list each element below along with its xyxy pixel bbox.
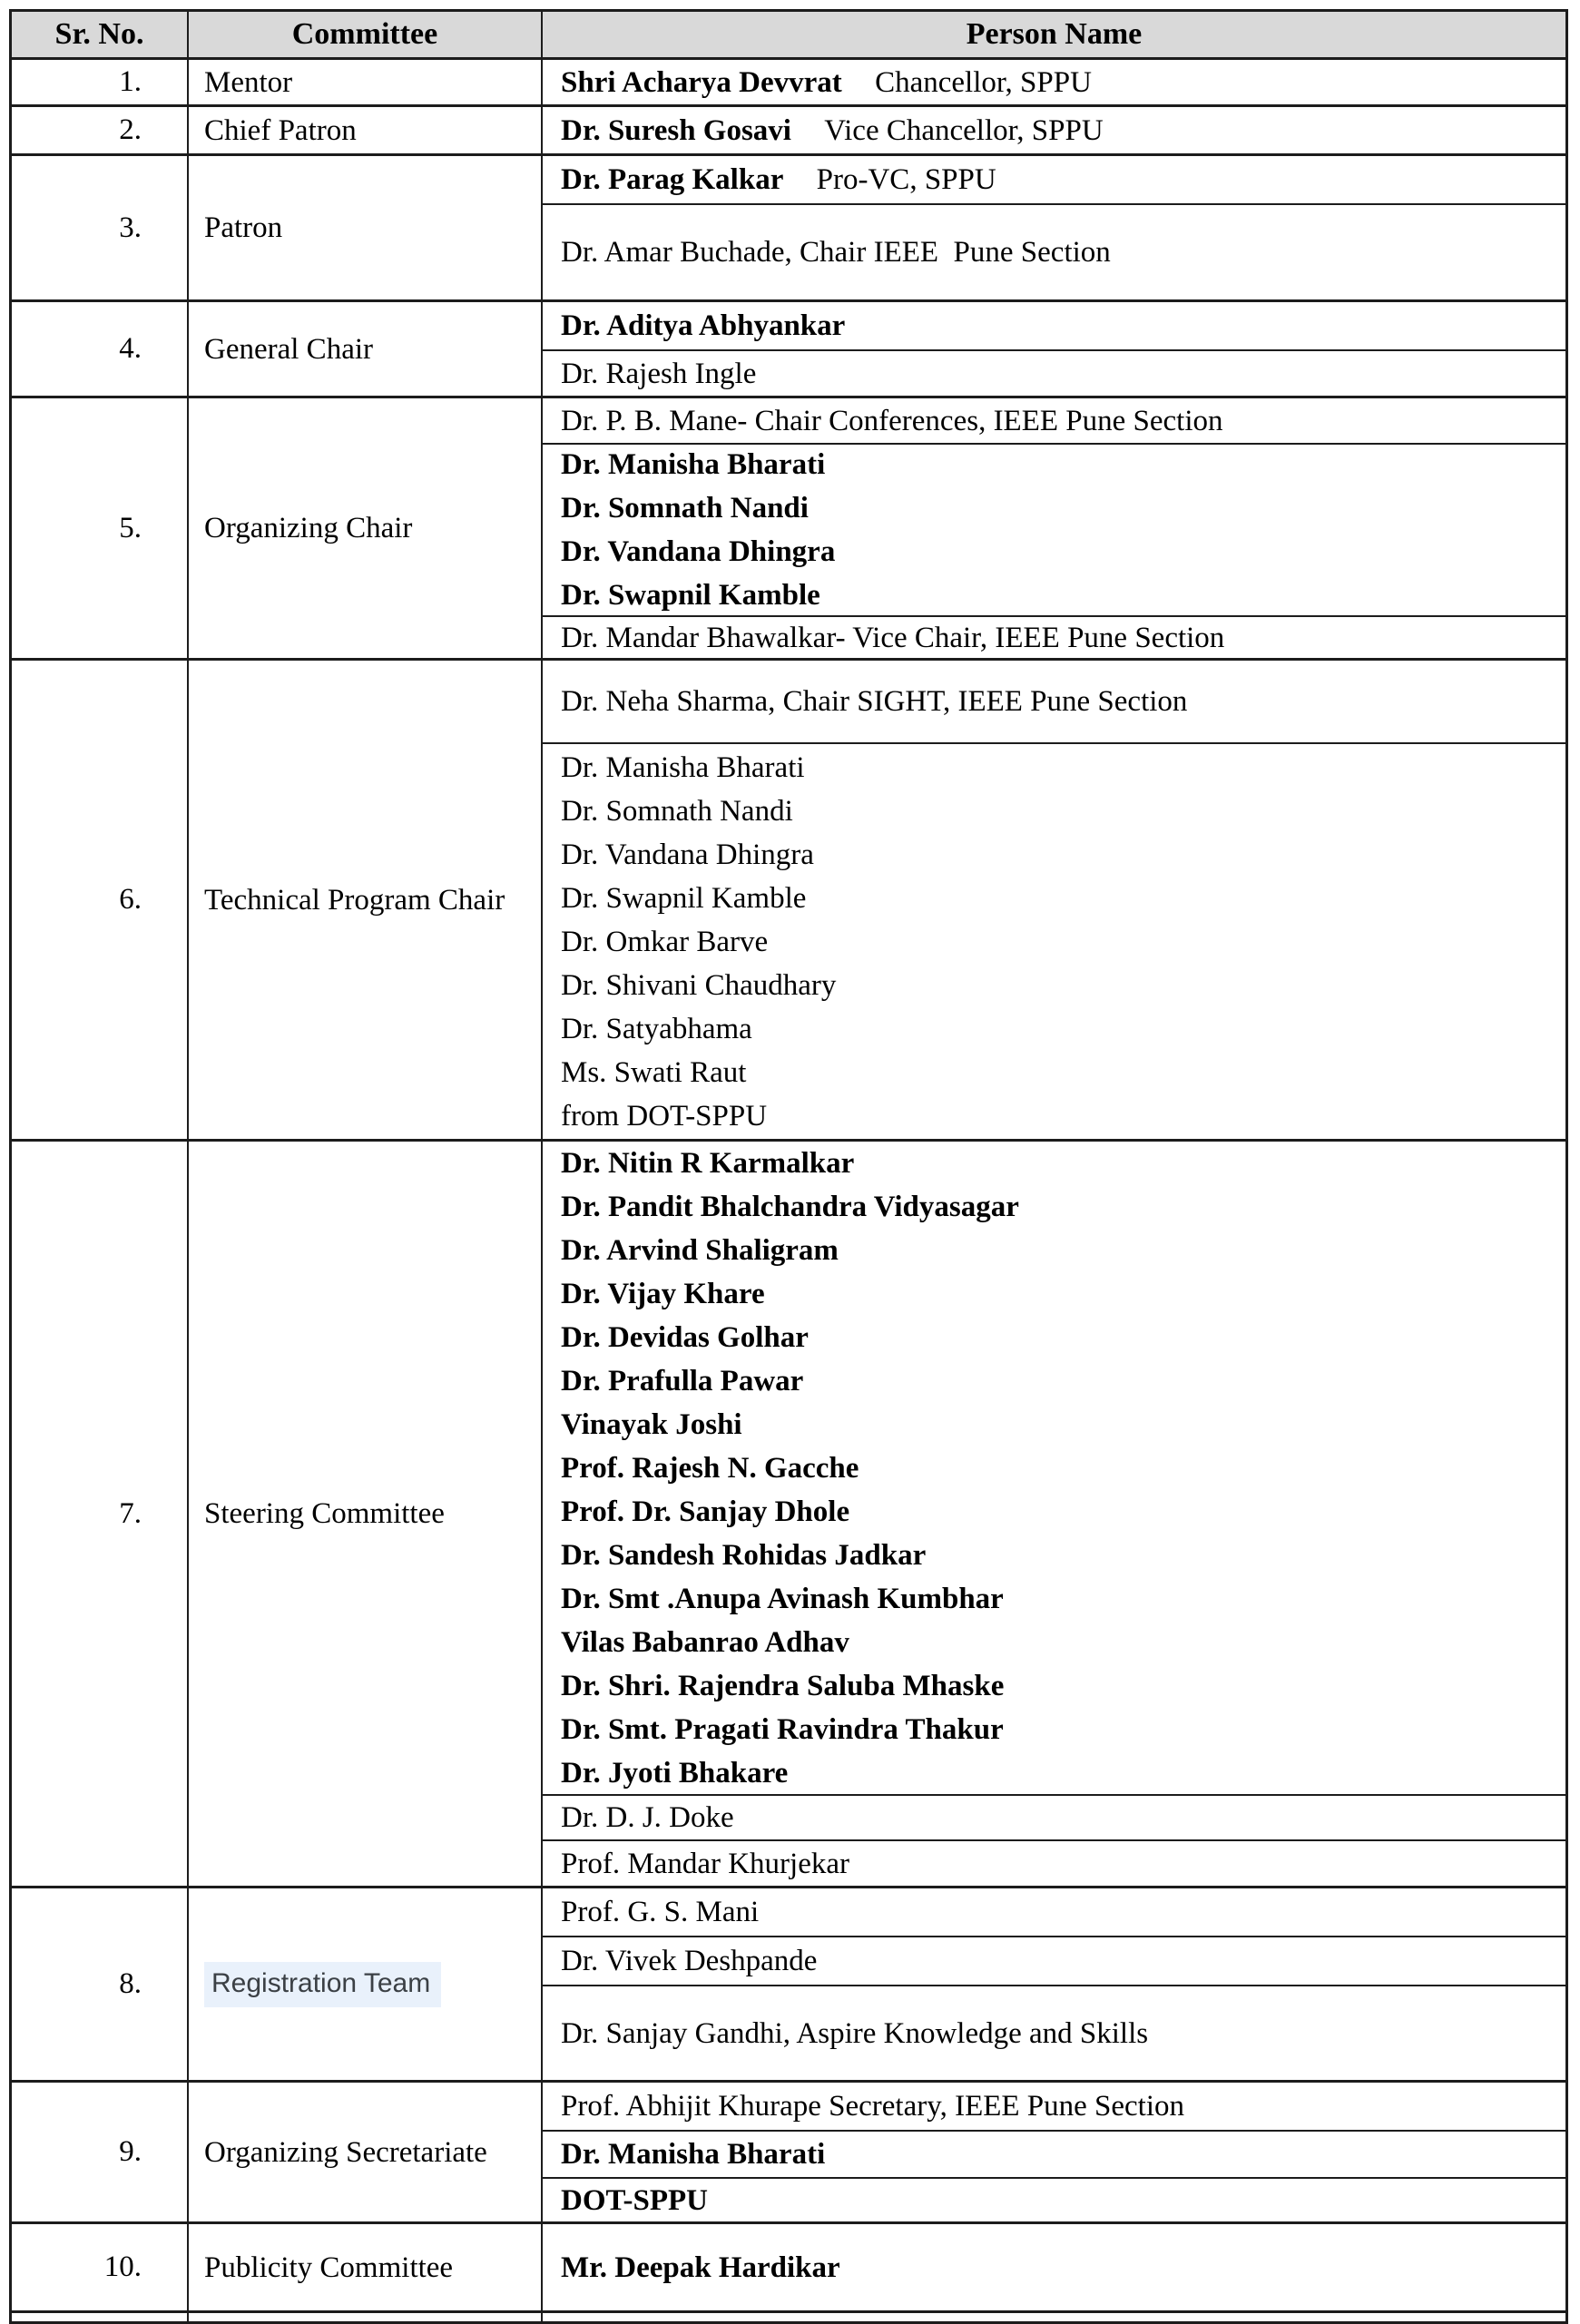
- person-text: Prof. Mandar Khurjekar: [561, 1847, 849, 1880]
- person-subcell: [543, 443, 1565, 615]
- person-text: Pro-VC, SPPU: [816, 163, 996, 196]
- sr-number: 2.: [12, 107, 189, 153]
- person-subcell: [543, 60, 1565, 104]
- committee-table: [9, 9, 1568, 2324]
- table-row: [12, 398, 1565, 661]
- person-cell-group: [543, 107, 1565, 153]
- person-line: [561, 486, 1551, 530]
- table-row: [12, 302, 1565, 398]
- committee-cell: [189, 107, 543, 153]
- person-line: [561, 1446, 1551, 1490]
- sr-number: 4.: [12, 302, 189, 396]
- person-subcell: [543, 1794, 1565, 1839]
- person-name: Vinayak Joshi: [561, 1407, 742, 1441]
- person-line: [561, 61, 1551, 104]
- committee-label: Registration Team: [204, 1962, 441, 2007]
- table-row: [12, 661, 1565, 1142]
- person-line: [561, 1359, 1551, 1403]
- person-text: Dr. Omkar Barve: [561, 925, 769, 958]
- person-name: Dr. Nitin R Karmalkar: [561, 1146, 855, 1180]
- person-line: [561, 1185, 1551, 1229]
- person-name: Dr. Swapnil Kamble: [561, 579, 820, 612]
- person-subcell: [543, 615, 1565, 658]
- person-line: [561, 230, 1551, 274]
- person-text: Dr. P. B. Mane- Chair Conferences, IEEE Pune Section: [561, 404, 1223, 437]
- table-row: [12, 2224, 1565, 2313]
- partial-bottom-row: [12, 2313, 1565, 2321]
- sr-number: 10.: [12, 2224, 189, 2310]
- person-name: Dr. Vandana Dhingra: [561, 535, 836, 568]
- person-line: [561, 399, 1551, 443]
- person-cell-group: [543, 2224, 1565, 2310]
- person-subcell: [543, 1985, 1565, 2080]
- committee-cell: [189, 156, 543, 299]
- person-name: Dr. Aditya Abhyankar: [561, 309, 846, 342]
- person-line: [561, 1939, 1551, 1983]
- person-text: Dr. Sanjay Gandhi, Aspire Knowledge and Skills: [561, 2016, 1149, 2050]
- person-name: Dr. Parag Kalkar: [561, 163, 784, 196]
- committee-label: Mentor: [204, 65, 293, 99]
- person-line: [561, 1272, 1551, 1316]
- person-line: [561, 1664, 1551, 1708]
- person-subcell: [543, 742, 1565, 1139]
- person-line: [561, 1890, 1551, 1934]
- person-line: [561, 964, 1551, 1007]
- person-name: Dr. Arvind Shaligram: [561, 1233, 839, 1267]
- person-text: Prof. Abhijit Khurape Secretary, IEEE Pune Section: [561, 2090, 1185, 2123]
- person-line: [561, 877, 1551, 920]
- sr-number: 3.: [12, 156, 189, 299]
- person-line: [561, 304, 1551, 348]
- committee-label: Publicity Committee: [204, 2250, 454, 2284]
- person-name: Dr. Smt. Pragati Ravindra Thakur: [561, 1712, 1004, 1746]
- person-text: Dr. Vivek Deshpande: [561, 1945, 818, 1977]
- person-line: [561, 1621, 1551, 1664]
- person-line: [561, 680, 1551, 723]
- person-line: [561, 109, 1551, 152]
- person-line: [561, 2246, 1551, 2290]
- person-text: Dr. Satyabhama: [561, 1012, 752, 1045]
- person-cell-group: [543, 1142, 1565, 1886]
- table-row: [12, 107, 1565, 156]
- person-name: Dr. Manisha Bharati: [561, 2138, 826, 2171]
- person-text: Ms. Swati Raut: [561, 1055, 747, 1089]
- person-name: Shri Acharya Devvrat: [561, 65, 842, 99]
- person-line: [561, 443, 1551, 486]
- table-header-row: [12, 12, 1565, 60]
- person-line: [561, 2084, 1551, 2128]
- person-name: Prof. Rajesh N. Gacche: [561, 1451, 859, 1485]
- committee-cell: [189, 2224, 543, 2310]
- person-line: [561, 530, 1551, 574]
- committee-label: Organizing Secretariate: [204, 2135, 487, 2169]
- person-line: [561, 1708, 1551, 1751]
- person-line: [561, 833, 1551, 877]
- committee-label: Steering Committee: [204, 1497, 445, 1530]
- person-line: [561, 789, 1551, 833]
- person-name: Dr. Devidas Golhar: [561, 1320, 809, 1354]
- person-text: Dr. Rajesh Ingle: [561, 357, 757, 390]
- person-subcell: [543, 661, 1565, 742]
- person-name: Dr. Suresh Gosavi: [561, 113, 791, 147]
- person-subcell: [543, 302, 1565, 349]
- person-subcell: [543, 398, 1565, 443]
- person-line: [561, 1490, 1551, 1534]
- table-row: [12, 60, 1565, 107]
- person-subcell: [543, 156, 1565, 203]
- table-row: [12, 156, 1565, 302]
- person-line: [561, 1577, 1551, 1621]
- person-text: Dr. Vandana Dhingra: [561, 838, 814, 871]
- person-text: Dr. Neha Sharma, Chair SIGHT, IEEE Pune Section: [561, 685, 1188, 718]
- person-line: [561, 746, 1551, 789]
- person-text: Dr. Manisha Bharati: [561, 750, 805, 784]
- person-line: [561, 158, 1551, 201]
- person-subcell: [543, 203, 1565, 299]
- person-subcell: [543, 349, 1565, 396]
- person-subcell: [543, 2224, 1565, 2310]
- person-cell-group: [543, 60, 1565, 104]
- person-line: [561, 574, 1551, 617]
- committee-cell: [189, 302, 543, 396]
- sr-number: 5.: [12, 398, 189, 658]
- partial-person-cell: [543, 2313, 1565, 2321]
- person-name: Dr. Pandit Bhalchandra Vidyasagar: [561, 1190, 1019, 1223]
- person-text: Dr. Shivani Chaudhary: [561, 968, 837, 1002]
- sr-number: 9.: [12, 2083, 189, 2221]
- committee-cell: [189, 1142, 543, 1886]
- person-cell-group: [543, 1888, 1565, 2080]
- committee-cell: [189, 661, 543, 1139]
- person-subcell: [543, 2130, 1565, 2177]
- person-line: [561, 1796, 1551, 1839]
- person-subcell: [543, 1142, 1565, 1794]
- person-name: Dr. Smt .Anupa Avinash Kumbhar: [561, 1582, 1004, 1615]
- person-line: [561, 2133, 1551, 2176]
- person-name: Vilas Babanrao Adhav: [561, 1625, 849, 1659]
- person-name: Dr. Jyoti Bhakare: [561, 1756, 789, 1790]
- person-line: [561, 1534, 1551, 1577]
- person-name: Dr. Somnath Nandi: [561, 492, 809, 525]
- table-body: [12, 60, 1565, 2313]
- sr-number: 7.: [12, 1142, 189, 1886]
- person-line: [561, 352, 1551, 396]
- person-name: DOT-SPPU: [561, 2183, 708, 2217]
- person-line: [561, 1842, 1551, 1886]
- person-text: Dr. Swapnil Kamble: [561, 881, 807, 915]
- partial-committee-cell: [189, 2313, 543, 2321]
- person-subcell: [543, 107, 1565, 153]
- committee-label: Patron: [204, 211, 283, 244]
- person-cell-group: [543, 398, 1565, 658]
- person-name: Dr. Manisha Bharati: [561, 448, 826, 481]
- person-text: Prof. G. S. Mani: [561, 1896, 760, 1928]
- person-name: Dr. Shri. Rajendra Saluba Mhaske: [561, 1669, 1005, 1702]
- person-line: [561, 616, 1551, 660]
- person-line: [561, 920, 1551, 964]
- table-row: [12, 2083, 1565, 2224]
- sr-number: 1.: [12, 60, 189, 104]
- header-person-name: Person Name: [966, 17, 1143, 51]
- person-subcell: [543, 2083, 1565, 2130]
- person-cell-group: [543, 661, 1565, 1139]
- person-text: Vice Chancellor, SPPU: [824, 113, 1104, 147]
- committee-label: Chief Patron: [204, 113, 357, 147]
- committee-cell: [189, 2083, 543, 2221]
- person-name: Dr. Prafulla Pawar: [561, 1364, 804, 1397]
- committee-cell: [189, 1888, 543, 2080]
- person-text: Dr. D. J. Doke: [561, 1801, 734, 1834]
- committee-label: Technical Program Chair: [204, 883, 505, 917]
- person-line: [561, 1229, 1551, 1272]
- person-subcell: [543, 2177, 1565, 2221]
- table-row: [12, 1888, 1565, 2083]
- person-text: Dr. Mandar Bhawalkar- Vice Chair, IEEE Pune Section: [561, 621, 1225, 654]
- person-line: [561, 1403, 1551, 1446]
- person-name: Dr. Sandesh Rohidas Jadkar: [561, 1538, 927, 1572]
- person-line: [561, 1007, 1551, 1051]
- person-text: from DOT-SPPU: [561, 1099, 768, 1133]
- sr-number: 8.: [12, 1888, 189, 2080]
- person-cell-group: [543, 302, 1565, 396]
- committee-cell: [189, 60, 543, 104]
- person-line: [561, 1316, 1551, 1359]
- person-line: [561, 1051, 1551, 1094]
- committee-cell: [189, 398, 543, 658]
- person-name: Mr. Deepak Hardikar: [561, 2250, 840, 2284]
- person-subcell: [543, 1936, 1565, 1985]
- person-text: Dr. Somnath Nandi: [561, 794, 793, 828]
- partial-sr-cell: [12, 2313, 189, 2321]
- person-name: Dr. Vijay Khare: [561, 1277, 765, 1310]
- header-sr-no: Sr. No.: [12, 12, 189, 57]
- table-row: [12, 1142, 1565, 1888]
- person-text: Chancellor, SPPU: [875, 65, 1092, 99]
- person-line: [561, 1142, 1551, 1185]
- sr-number: 6.: [12, 661, 189, 1139]
- person-line: [561, 1751, 1551, 1795]
- person-subcell: [543, 1888, 1565, 1936]
- person-line: [561, 2179, 1551, 2222]
- committee-label: General Chair: [204, 332, 373, 366]
- person-subcell: [543, 1839, 1565, 1886]
- committee-label: Organizing Chair: [204, 512, 413, 544]
- person-line: [561, 1094, 1551, 1138]
- person-name: Prof. Dr. Sanjay Dhole: [561, 1495, 850, 1528]
- header-committee: Committee: [189, 12, 543, 57]
- person-cell-group: [543, 2083, 1565, 2221]
- person-line: [561, 2012, 1551, 2055]
- person-text: Dr. Amar Buchade, Chair IEEE Pune Section: [561, 236, 1111, 269]
- person-cell-group: [543, 156, 1565, 299]
